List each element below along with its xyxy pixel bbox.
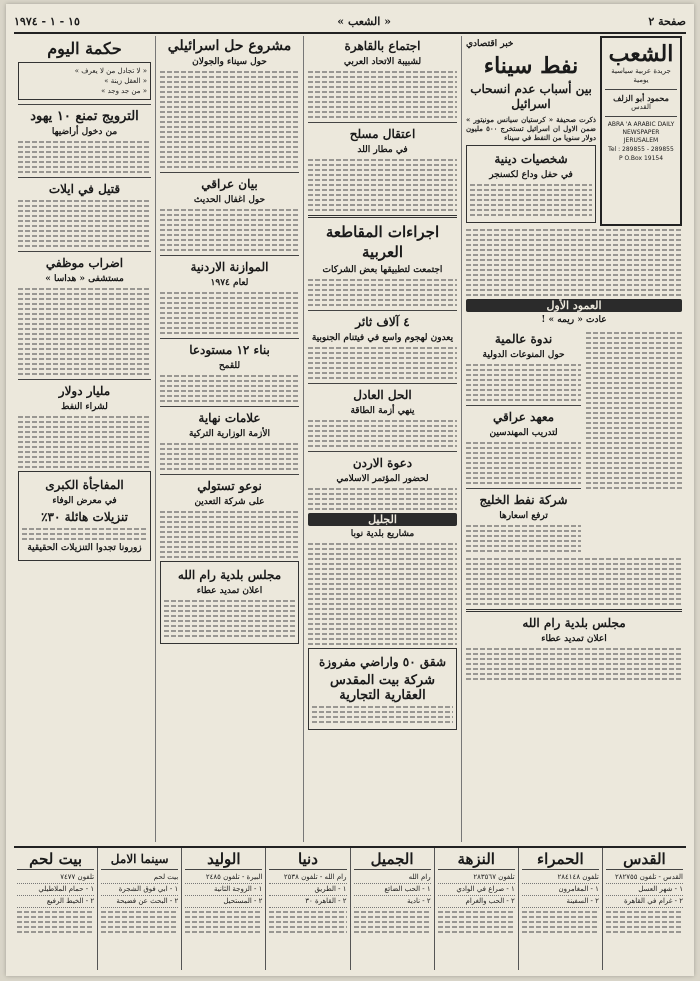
c3-headline5: نوعو تستولي — [197, 479, 262, 493]
masthead-subtitle: جريدة عربية سياسية يومية — [611, 67, 671, 84]
c3-headline6: علامات نهاية — [198, 411, 261, 425]
cinema-row: ١ - الزوجة الثانية — [185, 884, 262, 896]
c2-sub5: لحضور المؤتمر الاسلامي — [336, 474, 429, 484]
masthead-address: القدس — [631, 103, 651, 111]
cinema-row: ٢ - البحث عن فضيحة — [101, 896, 178, 908]
lead-box — [466, 145, 596, 223]
cinema-row: بيت لحم — [101, 872, 178, 884]
notice-title: مجلس بلدية رام الله — [522, 616, 626, 630]
paper-name: « الشعب » — [337, 14, 391, 28]
c3-headline3: الموازنة الاردنية — [190, 260, 269, 274]
cinema-row: ١ - صراع في الوادي — [438, 884, 515, 896]
c2-headline3: ٤ آلاف ثائر — [355, 315, 410, 329]
cinema-name: النزهة — [438, 850, 515, 870]
c3-sub6: الأزمة الوزارية التركية — [188, 429, 271, 439]
masthead-row — [466, 36, 682, 226]
c4-sub1: من دخول أراضيها — [51, 127, 118, 137]
cinema-row: ١ - شهر العسل — [606, 884, 683, 896]
c3-sub2: حول اغفال الحديث — [193, 195, 266, 205]
cinema-ad — [350, 848, 434, 970]
c3-sub5: على شركة التعدين — [194, 497, 265, 507]
page-label: صفحة ٢ — [648, 14, 686, 28]
column-1 — [461, 36, 686, 842]
c2-box-sub: مشاريع بلدية نوبا — [350, 529, 415, 539]
c3-sub3: لعام ١٩٧٤ — [210, 278, 249, 288]
masthead-english-name: ABRA 'A ARABIC DAILY NEWSPAPER JERUSALEM — [607, 121, 675, 144]
issue-date: ١٥ - ١ - ١٩٧٤ — [14, 14, 80, 28]
daily-column-sub: عادت « ريمه » ! — [541, 315, 607, 325]
cinema-name: الجميل — [354, 850, 431, 870]
masthead-tel: Tel : 289855 - 289855 — [608, 146, 674, 153]
section3-sub: لتدريب المهندسين — [489, 428, 558, 438]
c2-sub2: في مطار اللد — [357, 145, 408, 155]
cinema-row: ١ - الحب الضائع — [354, 884, 431, 896]
proverb-line-1: « لا تجادل من لا يعرف » — [74, 67, 147, 75]
cinema-row: ١ - حمام الملاطيلي — [17, 884, 94, 896]
proverb-line-3: « من جد وجد » — [101, 87, 147, 95]
c3-headline1: مشروع حل اسرائيلي — [167, 38, 292, 54]
masthead-po: P O.Box 19154 — [618, 155, 664, 162]
daily-column-banner: العمود الأول — [466, 299, 682, 312]
c2-ad-title: شقق ٥٠ واراضي مفروزة — [318, 655, 446, 669]
page-header — [14, 10, 686, 34]
c2-ad-company: شركة بيت المقدس العقارية التجارية — [330, 673, 435, 703]
c2-big-headline: اجراءات المقاطعة العربية — [325, 223, 440, 261]
c4-headline3: اضراب موظفي — [45, 256, 124, 270]
c4-headline2: قتيل في ايلات — [48, 182, 121, 196]
notice-sub: اعلان تمديد عطاء — [541, 634, 607, 644]
lead-headline: نفط سيناء — [483, 53, 579, 79]
cinema-ad — [181, 848, 265, 970]
c2-sub1: لشبيبة الاتحاد العربي — [343, 57, 422, 67]
cinema-row: ٢ - الخيط الرفيع — [17, 896, 94, 908]
c2-headline4: الحل العادل — [353, 388, 412, 402]
lead-story — [466, 36, 596, 226]
cinema-row: تلفون ٢٨٣٥٦٧ — [438, 872, 515, 884]
lead-box-sub: في حفل وداع لكسنجر — [489, 170, 573, 180]
cinema-row: ٢ - السفينة — [522, 896, 599, 908]
column-3 — [155, 36, 303, 842]
cinema-row: رام الله - تلفون ٢٥٣٨ — [269, 872, 346, 884]
section2-title: ندوة عالمية — [494, 332, 553, 346]
c4-box-sale: تنزيلات هائلة ٣٠٪ — [41, 510, 128, 524]
c4-box-title: المفاجأة الكبرى — [45, 478, 124, 492]
lead-text: ذكرت صحيفة « كرستيان سيانس مونيتور » ضمن الاول ان اسرائيل تستخرج ٥٠٠ مليون دولار سنويا من النفط في سيناء — [466, 115, 596, 142]
cinema-row: ٢ - القاهرة ٣٠ — [269, 896, 346, 908]
lead-box-title: شخصيات دينية — [494, 152, 568, 166]
cinema-row: ١ - الطريق — [269, 884, 346, 896]
c2-big-sub: اجتمعت لتطبيقها بعض الشركات — [322, 265, 443, 275]
cinema-ad — [518, 848, 602, 970]
masthead-logo: الشعب — [608, 41, 674, 67]
cinema-name: الحمراء — [522, 850, 599, 870]
c4-headline1: الترويج تمنع ١٠ يهود — [30, 109, 139, 124]
cinema-ad — [265, 848, 349, 970]
cinema-name: سينما الامل — [101, 850, 178, 870]
cinema-name: دنيا — [269, 850, 346, 870]
cinema-row: تلفون ٧٤٧٧ — [17, 872, 94, 884]
c2-box-banner: الجليل — [308, 513, 457, 526]
proverb-line-2: « العقل زينة » — [104, 77, 147, 85]
newspaper-page — [6, 4, 694, 976]
cinema-row: ٢ - الحب والغرام — [438, 896, 515, 908]
masthead-publisher: محمود أبو الزلف — [613, 93, 669, 103]
c4-sub4: لشراء النفط — [61, 402, 108, 412]
c4-box-sub: في معرض الوفاء — [52, 496, 117, 506]
cinema-name: بيت لحم — [17, 850, 94, 870]
cinema-ads-strip — [14, 846, 686, 970]
c4-sub3: مستشفى « هداسا » — [45, 274, 124, 284]
cinema-ad — [97, 848, 181, 970]
c3-box-title: مجلس بلدية رام الله — [177, 568, 282, 582]
c2-headline5: دعوة الاردن — [352, 456, 413, 470]
lead-subheadline: بين أسباب عدم انسحاب اسرائيل — [470, 82, 592, 111]
cinema-row: تلفون ٢٨٤١٤٨ — [522, 872, 599, 884]
proverb-title: حكمة اليوم — [47, 39, 122, 58]
section4-sub: ترفع اسعارها — [499, 511, 548, 521]
c3-sub1: حول سيناء والجولان — [192, 57, 267, 67]
cinema-row: ١ - المغامرون — [522, 884, 599, 896]
c2-sub3: يعدون لهجوم واسع في فيتنام الجنوبية — [311, 333, 454, 343]
c2-headline2: اعتقال مسلح — [349, 127, 416, 141]
proverb-box — [18, 62, 151, 100]
c3-notice-box — [160, 561, 299, 644]
cinema-row: رام الله — [354, 872, 431, 884]
c3-headline2: بيان عراقي — [201, 177, 258, 191]
cinema-row: ٢ - المستحيل — [185, 896, 262, 908]
section4-title: شركة نفط الخليج — [479, 493, 568, 507]
c3-sub4: للقمح — [218, 361, 241, 371]
cinema-ad — [434, 848, 518, 970]
c4-sale-ad — [18, 471, 151, 561]
c4-box-footer: زورونا تجدوا التنزيلات الحقيقية — [27, 543, 142, 553]
c3-box-sub: اعلان تمديد عطاء — [196, 586, 263, 596]
c3-headline4: بناء ١٢ مستودعا — [189, 343, 270, 357]
cinema-name: الوليد — [185, 850, 262, 870]
cinema-ad — [602, 848, 686, 970]
cinema-row: ٢ - غرام في القاهرة — [606, 896, 683, 908]
c2-headline1: اجتماع بالقاهرة — [344, 39, 421, 53]
cinema-row: القدس - تلفون ٢٨٢٧٥٥ — [606, 872, 683, 884]
section3-title: معهد عراقي — [493, 410, 555, 424]
cinema-row: ١ - ابي فوق الشجرة — [101, 884, 178, 896]
lead-tag: خبر اقتصادي — [466, 39, 514, 49]
c4-headline4: مليار دولار — [58, 384, 111, 398]
cinema-row: البيرة - تلفون ٢٤٨٥ — [185, 872, 262, 884]
column-2 — [303, 36, 461, 842]
c2-sub4: ينهي أزمة الطاقة — [350, 406, 415, 416]
cinema-ad — [14, 848, 97, 970]
masthead — [600, 36, 682, 226]
cinema-name: القدس — [606, 850, 683, 870]
cinema-row: ٢ - نادية — [354, 896, 431, 908]
column-4 — [14, 36, 155, 842]
section2-sub: حول المنوعات الدولية — [482, 350, 565, 360]
c2-real-estate-ad — [308, 648, 457, 730]
